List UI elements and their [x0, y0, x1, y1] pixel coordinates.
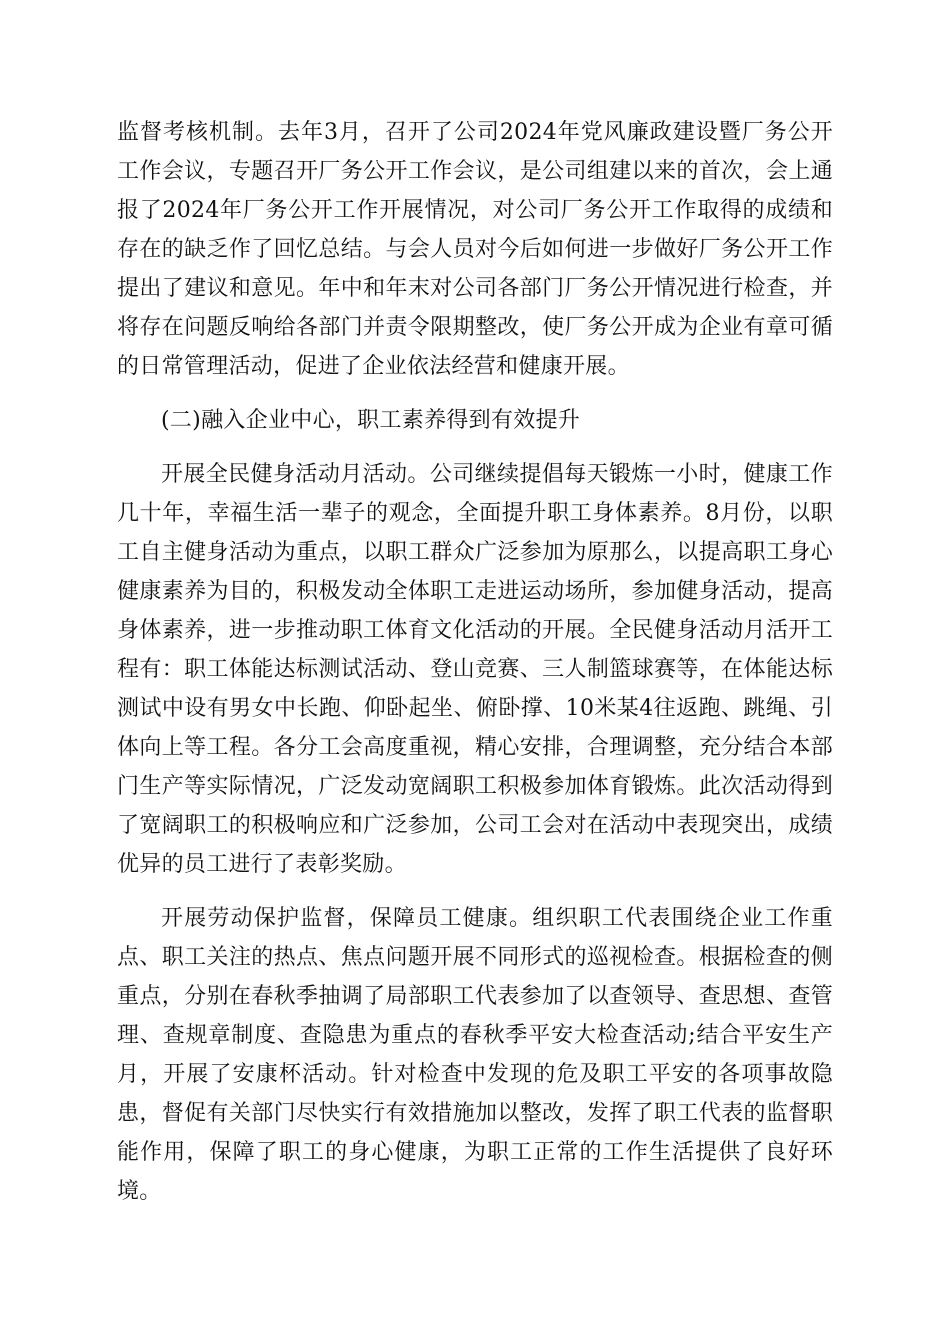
text-line: 能作用，保障了职工的身心健康，为职工正常的工作生活提供了良好环 — [117, 1140, 833, 1165]
text-line: 了宽阔职工的积极响应和广泛参加，公司工会对在活动中表现突出，成绩 — [117, 813, 833, 838]
text-line: 境。 — [117, 1179, 162, 1204]
text-line: 报了2024年厂务公开工作开展情况，对公司厂务公开工作取得的成绩和 — [117, 198, 833, 223]
text-line: 优异的员工进行了表彰奖励。 — [117, 852, 407, 877]
text-line: 工自主健身活动为重点，以职工群众广泛参加为原那么，以提高职工身心 — [117, 540, 833, 565]
text-line: 患，督促有关部门尽快实行有效措施加以整改，发挥了职工代表的监督职 — [117, 1101, 833, 1126]
text-line: 几十年，幸福生活一辈子的观念，全面提升职工身体素养。8月份，以职 — [117, 501, 833, 526]
paragraph-labor-protection — [117, 899, 833, 1211]
document-body — [117, 113, 833, 1211]
text-line: 监督考核机制。去年3月，召开了公司2024年党风廉政建设暨厂务公开 — [117, 120, 833, 145]
text-line: 测试中设有男女中长跑、仰卧起坐、俯卧撑、10米某4往返跑、跳绳、引 — [117, 696, 833, 721]
paragraph-supervision — [117, 113, 833, 386]
text-line: 健康素养为目的，积极发动全体职工走进运动场所，参加健身活动，提高 — [117, 579, 833, 604]
paragraph-fitness-month — [117, 455, 833, 884]
text-line: 重点，分别在春秋季抽调了局部职工代表参加了以查领导、查思想、查管 — [117, 984, 833, 1009]
text-line: 开展劳动保护监督，保障员工健康。组织职工代表围绕企业工作重 — [161, 906, 833, 931]
text-line: 提出了建议和意见。年中和年末对公司各部门厂务公开情况进行检查，并 — [117, 276, 833, 301]
text-line: 月，开展了安康杯活动。针对检查中发现的危及职工平安的各项事故隐 — [117, 1062, 833, 1087]
text-line: 工作会议，专题召开厂务公开工作会议，是公司组建以来的首次，会上通 — [117, 159, 833, 184]
section-heading-text: (二)融入企业中心，职工素养得到有效提升 — [161, 408, 581, 433]
text-line: 体向上等工程。各分工会高度重视，精心安排，合理调整，充分结合本部 — [117, 735, 833, 760]
text-line: 程有：职工体能达标测试活动、登山竞赛、三人制篮球赛等，在体能达标 — [117, 657, 833, 682]
text-line: 理、查规章制度、查隐患为重点的春秋季平安大检查活动;结合平安生产 — [117, 1023, 833, 1048]
text-line: 身体素养，进一步推动职工体育文化活动的开展。全民健身活动月活开工 — [117, 618, 833, 643]
text-line: 的日常管理活动，促进了企业依法经营和健康开展。 — [117, 354, 630, 379]
section-heading — [117, 401, 833, 440]
text-line: 点、职工关注的热点、焦点问题开展不同形式的巡视检查。根据检查的侧 — [117, 945, 833, 970]
text-line: 开展全民健身活动月活动。公司继续提倡每天锻炼一小时，健康工作 — [161, 462, 833, 487]
text-line: 门生产等实际情况，广泛发动宽阔职工积极参加体育锻炼。此次活动得到 — [117, 774, 833, 799]
text-line: 将存在问题反响给各部门并责令限期整改，使厂务公开成为企业有章可循 — [117, 315, 833, 340]
paragraph-spacer — [117, 440, 833, 455]
text-line: 存在的缺乏作了回忆总结。与会人员对今后如何进一步做好厂务公开工作 — [117, 237, 833, 262]
paragraph-spacer — [117, 884, 833, 899]
paragraph-spacer — [117, 386, 833, 401]
